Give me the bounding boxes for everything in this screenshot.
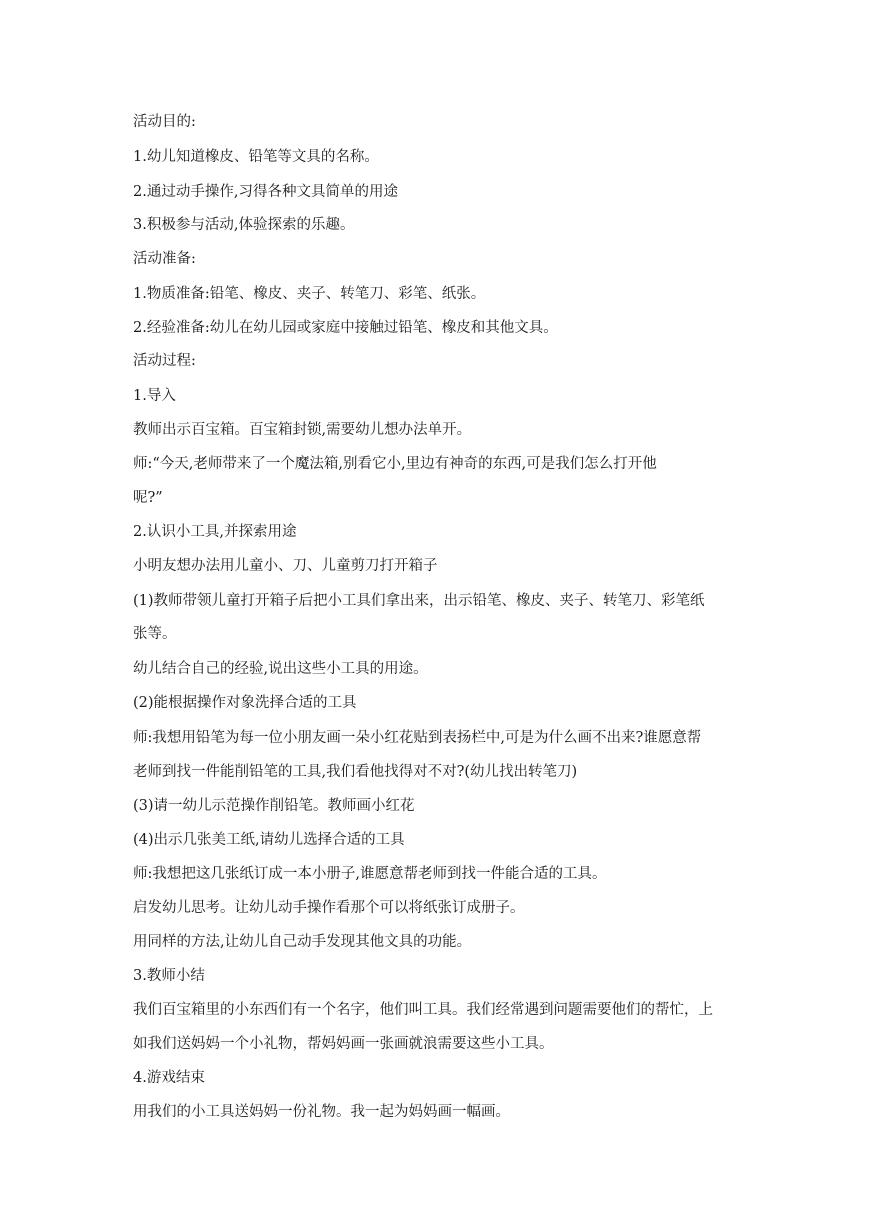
section-intro: 1.导入 — [133, 388, 176, 404]
goal-item-3: 3.积极参与活动,体验探索的乐趣。 — [133, 217, 355, 233]
paragraph-line: (1)教师带领儿童打开箱子后把小工具们拿出来，出示铅笔、橡皮、夹子、转笔刀、彩笔纸 — [133, 593, 705, 609]
paragraph-line: 师:“今天,老师带来了一个魔法箱,别看它小,里边有神奇的东西,可是我们怎么打开他 — [133, 456, 657, 472]
goal-item-2: 2.通过动手操作,习得各种文具简单的用途 — [133, 184, 398, 200]
subsection-paper: (4)出示几张美工纸,请幼儿选择合适的工具 — [133, 832, 405, 848]
paragraph-line: 幼儿结合自己的经验,说出这些小工具的用途。 — [133, 661, 428, 677]
paragraph-line: 呢?” — [133, 490, 163, 506]
section-game-end: 4.游戏结束 — [133, 1070, 205, 1086]
paragraph-line: 师:我想把这几张纸订成一本小册子,谁愿意帮老师到找一件能合适的工具。 — [133, 866, 607, 882]
paragraph-line: 用同样的方法,让幼儿自己动手发现其他文具的功能。 — [133, 934, 472, 950]
paragraph-line: 张等。 — [133, 626, 177, 642]
subsection-demo: (3)请一幼儿示范操作削铅笔。教师画小红花 — [133, 798, 415, 814]
paragraph-line: 如我们送妈妈一个小礼物，帮妈妈画一张画就浪需要这些小工具。 — [133, 1036, 554, 1052]
paragraph-line: 教师出示百宝箱。百宝箱封锁,需要幼儿想办法单开。 — [133, 422, 472, 438]
prep-item-2: 2.经验准备:幼儿在幼儿园或家庭中接触过铅笔、橡皮和其他文具。 — [133, 320, 558, 336]
heading-activity-process: 活动过程: — [133, 353, 196, 369]
section-teacher-summary: 3.教师小结 — [133, 968, 205, 984]
section-recognize-tools: 2.认识小工具,并探索用途 — [133, 524, 297, 540]
paragraph-line: 老师到找一件能削铅笔的工具,我们看他找得对不对?(幼儿找出转笔刀) — [133, 764, 578, 780]
goal-item-1: 1.幼儿知道橡皮、铅笔等文具的名称。 — [133, 149, 379, 165]
paragraph-line: 用我们的小工具送妈妈一份礼物。我一起为妈妈画一幅画。 — [133, 1104, 510, 1120]
paragraph-line: 师:我想用铅笔为每一位小朋友画一朵小红花贴到表扬栏中,可是为什么画不出来?谁愿意帮 — [133, 730, 702, 746]
subsection-choose-tools: (2)能根据操作对象洗择合适的工具 — [133, 695, 357, 711]
heading-activity-prep: 活动准备: — [133, 251, 196, 267]
heading-activity-goals: 活动目的: — [133, 114, 196, 130]
paragraph-line: 小明友想办法用儿童小、刀、儿童剪刀打开箱子 — [133, 558, 438, 574]
prep-item-1: 1.物质准备:铅笔、橡皮、夹子、转笔刀、彩笔、纸张。 — [133, 286, 486, 302]
paragraph-line: 启发幼儿思考。让幼儿动手操作看那个可以将纸张订成册子。 — [133, 900, 525, 916]
paragraph-line: 我们百宝箱里的小东西们有一个名字，他们叫工具。我们经常遇到问题需要他们的帮忙，上 — [133, 1002, 713, 1018]
